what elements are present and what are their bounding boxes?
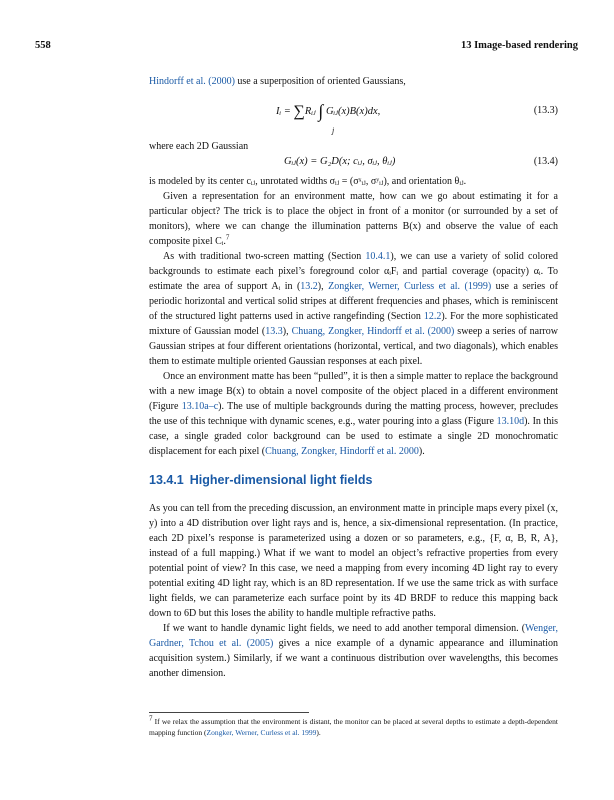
footnote-mark: 7 — [149, 714, 153, 723]
equation-13-4-math: Gᵢⱼ(x) = G₂D(x; cᵢⱼ, σᵢⱼ, θᵢⱼ) — [284, 156, 396, 167]
figure-ref-link[interactable]: 13.10d — [496, 416, 525, 427]
where-text: where each 2D Gaussian — [149, 141, 249, 152]
citation-link[interactable]: Chuang, Zongker, Hindorff et al. (2000) — [291, 326, 455, 337]
paragraph-2: As with traditional two-screen matting (Section 10.4.1), we can use a variety of solid colored backgrounds to estimate each pixel’s foreground color αᵢFᵢ and partial coverage (opacity) αᵢ. To estimate the area of support Aᵢ in (13.2), Zongker, Werner, Curless et al. (1999) use a series of periodic horizontal and vertical solid stripes at different frequencies and phases, which is reminiscent of the structured light patterns used in active rangefinding (Section 12.2). For the more sophisticated mixture of Gaussian model (13.3), Chuang, Zongker, Hindorff et al. (2000) sweep a series of narrow Gaussian stripes at four different orientations (horizontal, vertical, and two diagonals), which enables them to estimate multiple oriented Gaussian responses at each pixel. — [149, 251, 559, 367]
section-ref-link[interactable]: 12.2 — [423, 311, 442, 322]
paragraph-5: If we want to handle dynamic light fields, we need to add another temporal dimension. (Wenger, Gardner, Tchou et al. (2005) gives a nice example of a dynamic appearance and illumination acquisition system.) Similarly, if we want a continuous distribution over wavelengths, this becomes another dimension. — [149, 623, 559, 679]
equation-ref-link[interactable]: 13.2 — [300, 281, 318, 292]
footnote: $^7$ If we relax the assumption that the environment is distant, the monitor can be placed at several depths to estimate a depth-dependent mapping function (Zongker, Werner, Curless et al. 1999). — [149, 714, 558, 737]
footnote-mark[interactable]: 7 — [225, 233, 230, 242]
section-ref-link[interactable]: 10.4.1 — [365, 251, 391, 262]
equation-13-3-math: Iᵢ = ∑Rᵢⱼ ∫ Gᵢⱼ(x)B(x)dx, — [276, 101, 381, 121]
equation-ref-link[interactable]: 13.3 — [265, 326, 283, 337]
footnote-rule — [149, 712, 309, 713]
citation-link[interactable]: Wenger, Gardner, Tchou et al. (2005) — [149, 623, 558, 649]
paragraph-4: As you can tell from the preceding discussion, an environment matte in principle maps every pixel (x, y) into a 4D distribution over light rays and is, hence, a six-dimensional representation. (In practice, each 2D pixel’s response is parameterized using a dozen or so parameters, e.g., {F, α, B, R, A}, instead of a full mapping.) What if we want to model an object’s refractive properties from every potential point of view? In this case, we need a mapping from every incoming 4D light ray to every potential exiting 4D light ray, which is an 8D representation. If we use the same trick as with surface light fields, we can parameterize each surface point by its 4D BRDF to reduce this mapping back down to 6D but this loses the ability to handle multiple refractive paths. — [149, 503, 558, 619]
section-number: 13.4.1 — [149, 473, 184, 487]
section-title: Higher-dimensional light fields — [189, 473, 373, 487]
citation-link[interactable]: Zongker, Werner, Curless et al. (1999) — [328, 281, 492, 292]
equation-number: (13.3) — [533, 105, 558, 116]
paragraph-1: Given a representation for an environment matte, how can we go about estimating it for a particular object? The trick is to place the object in front of a monitor (or surrounded by a set of monitors), where we can change the illumination patterns B(x) and observe the value of each composite pixel Cᵢ.$^7$ — [149, 191, 558, 247]
summation-index: j — [332, 126, 335, 135]
equation-13-3 — [149, 93, 558, 133]
running-head — [35, 40, 578, 56]
figure-ref-link[interactable]: 13.10a–c — [181, 401, 219, 412]
citation-link[interactable]: Hindorff et al. (2000) — [149, 76, 235, 87]
paragraph-3: Once an environment matte has been “pulled”, it is then a simple matter to replace the background with a new image B(x) to obtain a novel composite of the object placed in a different environment (Figure 13.10a–c). The use of multiple backgrounds during the matting process, however, precludes the use of this technique with dynamic scenes, e.g., water pouring into a glass (Figure 13.10d). In this case, a single graded color background can be used to estimate a single 2D monochromatic displacement for each pixel (Chuang, Zongker, Hindorff et al. 2000). — [149, 371, 559, 457]
equation-13-4 — [149, 154, 558, 172]
page-number: 558 — [35, 40, 51, 51]
running-head-section: 13 Image-based rendering — [460, 40, 578, 51]
section-heading — [149, 473, 558, 491]
main-text — [149, 74, 558, 681]
intro-paragraph: Hindorff et al. (2000) use a superposition of oriented Gaussians, — [149, 76, 406, 87]
citation-link[interactable]: Chuang, Zongker, Hindorff et al. 2000 — [265, 446, 419, 457]
modeled-text: is modeled by its center cᵢⱼ, unrotated widths σᵢⱼ = (σˣᵢⱼ, σʸᵢⱼ), and orientation θᵢⱼ. — [149, 176, 467, 187]
citation-link[interactable]: Zongker, Werner, Curless et al. 1999 — [206, 728, 317, 737]
equation-number: (13.4) — [533, 156, 558, 167]
